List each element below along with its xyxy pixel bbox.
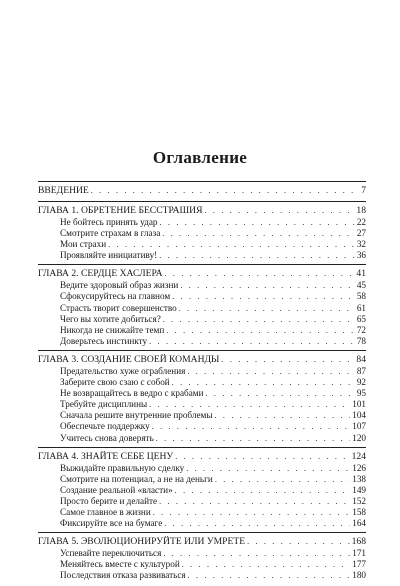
entry-page: 84: [356, 353, 366, 365]
entry-label: Успевайте переключиться: [60, 548, 162, 559]
entry-label: Обеспечьте поддержку: [60, 421, 150, 432]
entry-page: 61: [356, 302, 366, 313]
dot-leader: [180, 280, 355, 291]
entry-page: 177: [352, 559, 366, 570]
entry-page: 36: [356, 250, 366, 261]
toc-entry-section[interactable]: [38, 303, 366, 314]
entry-label: Фиксируйте все на бумаге: [60, 518, 163, 529]
page-title: Оглавление: [152, 148, 248, 167]
toc-entry-section[interactable]: [38, 433, 366, 444]
dot-leader: [156, 433, 350, 444]
toc-entry-section[interactable]: [38, 217, 366, 228]
toc-entry-section[interactable]: [38, 570, 366, 581]
dot-leader: [108, 239, 355, 250]
dot-leader: [165, 268, 355, 280]
chapter-group-4: [38, 448, 366, 533]
entry-page: 152: [352, 495, 366, 506]
entry-page: 104: [352, 410, 366, 421]
toc-entry-section[interactable]: [38, 507, 366, 518]
table-of-contents: [38, 181, 366, 584]
entry-page: 171: [352, 548, 366, 559]
entry-label: Учитесь снова доверять: [60, 432, 154, 443]
entry-label: Проявляйте инициативу!: [60, 250, 158, 261]
entry-label: Самое главное в жизни: [60, 506, 151, 517]
entry-page: 124: [351, 450, 366, 462]
toc-entry-section[interactable]: [38, 548, 366, 559]
chapter-group-1: [38, 202, 366, 264]
entry-label: Просто берите и делайте: [60, 495, 158, 506]
entry-page: 149: [352, 484, 366, 495]
entry-label: Создание реальной «власти»: [60, 484, 173, 495]
entry-label: Ведите здоровый образ жизни: [60, 280, 179, 291]
dot-leader: [149, 399, 350, 410]
entry-label: Чего вы хотите добиться?: [60, 313, 161, 324]
entry-label: Сфокусируйтесь на главном: [60, 291, 171, 302]
toc-entry-section[interactable]: [38, 559, 366, 570]
dot-leader: [182, 559, 350, 570]
chapter-group-5: [38, 533, 366, 584]
entry-page: 78: [356, 335, 366, 346]
entry-page: 87: [356, 365, 366, 376]
dot-leader: [164, 518, 350, 529]
toc-entry-section[interactable]: [38, 518, 366, 529]
dot-leader: [175, 451, 349, 463]
toc-entry-section[interactable]: [38, 228, 366, 239]
entry-page: 180: [352, 570, 366, 581]
dot-leader: [221, 354, 354, 366]
entry-label: ГЛАВА 3. СОЗДАНИЕ СВОЕЙ КОМАНДЫ: [38, 353, 220, 365]
entry-page: 7: [361, 185, 366, 196]
toc-entry-section[interactable]: [38, 485, 366, 496]
toc-entry-section[interactable]: [38, 496, 366, 507]
dot-leader: [215, 474, 350, 485]
entry-page: 65: [356, 313, 366, 324]
dot-leader: [159, 250, 355, 261]
dot-leader: [166, 325, 355, 336]
entry-label: Доверьтесь инстинкту: [60, 335, 148, 346]
toc-entry-chapter[interactable]: [38, 354, 366, 366]
entry-label: ВВЕДЕНИЕ: [38, 185, 89, 196]
entry-page: 95: [356, 388, 366, 399]
toc-entry-section[interactable]: [38, 314, 366, 325]
dot-leader: [149, 336, 355, 347]
toc-entry-section[interactable]: [38, 463, 366, 474]
entry-page: 18: [356, 205, 366, 216]
entry-page: 164: [352, 518, 366, 529]
toc-entry-section[interactable]: [38, 291, 366, 302]
entry-label: Последствия отказа развиваться: [60, 570, 186, 581]
dot-leader: [163, 314, 355, 325]
entry-page: 92: [356, 377, 366, 388]
intro-group: [38, 182, 366, 201]
toc-entry-section[interactable]: [38, 410, 366, 421]
toc-entry-section[interactable]: [38, 399, 366, 410]
chapter-list: [38, 201, 366, 584]
dot-leader: [153, 507, 350, 518]
entry-label: ГЛАВА 2. СЕРДЦЕ ХАСЛЕРА: [38, 268, 163, 280]
dot-leader: [172, 377, 355, 388]
dot-leader: [175, 485, 351, 496]
dot-leader: [205, 205, 355, 217]
entry-label: Выжидайте правильную сделку: [60, 462, 185, 473]
entry-label: Мои страхи: [60, 239, 107, 250]
toc-entry-section[interactable]: [38, 474, 366, 485]
entry-page: 120: [352, 432, 366, 443]
dot-leader: [179, 303, 355, 314]
entry-page: 107: [352, 421, 366, 432]
entry-page: 126: [352, 462, 366, 473]
entry-label: Не бойтесь принять удар: [60, 217, 158, 227]
dot-leader: [162, 228, 355, 239]
dot-leader: [206, 388, 355, 399]
toc-entry-section[interactable]: [38, 388, 366, 399]
toc-entry-chapter[interactable]: [38, 205, 366, 217]
toc-entry-section[interactable]: [38, 377, 366, 388]
toc-entry-section[interactable]: [38, 239, 366, 250]
toc-entry-section[interactable]: [38, 280, 366, 291]
toc-entry-intro[interactable]: [38, 185, 366, 197]
entry-page: 138: [352, 473, 366, 484]
dot-leader: [91, 185, 359, 197]
toc-entry-section[interactable]: [38, 366, 366, 377]
entry-label: Требуйте дисциплины: [60, 399, 148, 410]
entry-label: ГЛАВА 4. ЗНАЙТЕ СЕБЕ ЦЕНУ: [38, 450, 174, 462]
dot-leader: [187, 366, 354, 377]
entry-page: 168: [351, 536, 366, 548]
entry-label: Предательство хуже ограбления: [60, 365, 186, 376]
entry-page: 22: [356, 217, 366, 227]
entry-page: 27: [356, 228, 366, 239]
toc-entry-section[interactable]: [38, 421, 366, 432]
dot-leader: [186, 463, 350, 474]
entry-label: Страсть творит совершенство: [60, 302, 177, 313]
toc-entry-section[interactable]: [38, 250, 366, 261]
toc-entry-section[interactable]: [38, 325, 366, 336]
entry-label: Заберите свою сзаю с собой: [60, 377, 170, 388]
toc-entry-chapter[interactable]: [38, 451, 366, 463]
entry-page: 72: [356, 324, 366, 335]
toc-entry-section[interactable]: [38, 336, 366, 347]
dot-leader: [152, 421, 350, 432]
entry-label: Сначала решите внутренние проблемы: [60, 410, 213, 421]
entry-label: ГЛАВА 1. ОБРЕТЕНИЕ БЕССТРАШИЯ: [38, 205, 203, 216]
entry-page: 32: [356, 239, 366, 250]
chapter-group-2: [38, 265, 366, 350]
dot-leader: [159, 496, 350, 507]
entry-label: Смотрите на потенциал, а не на деньги: [60, 473, 213, 484]
entry-label: Не возвращайтесь в ведро с крабами: [60, 388, 204, 399]
dot-leader: [247, 536, 350, 548]
toc-entry-chapter[interactable]: [38, 536, 366, 548]
dot-leader: [160, 217, 355, 228]
toc-entry-chapter[interactable]: [38, 268, 366, 280]
dot-leader: [163, 548, 350, 559]
entry-label: ГЛАВА 5. ЭВОЛЮЦИОНИРУЙТЕ ИЛИ УМРЕТЕ: [38, 536, 246, 548]
chapter-group-3: [38, 351, 366, 447]
entry-page: 158: [352, 506, 366, 517]
dot-leader: [215, 410, 351, 421]
entry-page: 58: [356, 291, 366, 302]
dot-leader: [172, 291, 355, 302]
entry-page: 45: [356, 280, 366, 291]
entry-page: 101: [352, 399, 366, 410]
entry-label: Никогда не снижайте темп: [60, 324, 165, 335]
entry-page: 41: [356, 268, 366, 280]
dot-leader: [188, 570, 351, 581]
entry-label: Меняйтесь вместе с культурой: [60, 559, 180, 570]
entry-label: Смотрите страхам в глаза: [60, 228, 161, 239]
